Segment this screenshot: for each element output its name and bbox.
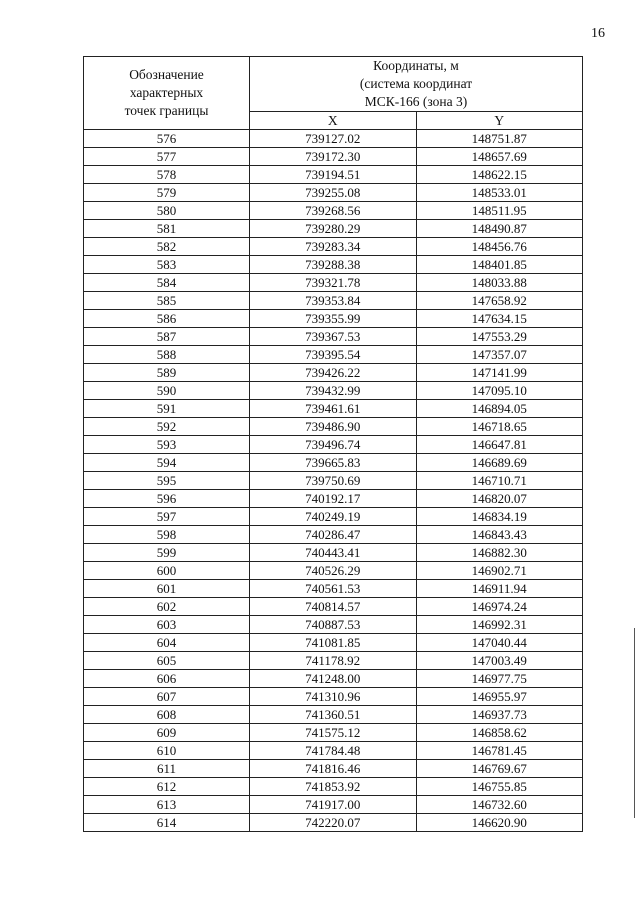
table-row	[84, 454, 583, 472]
cell-point-id: 585	[84, 292, 250, 310]
cell-y: 148456.76	[416, 238, 583, 256]
cell-point-id: 599	[84, 544, 250, 562]
cell-y: 146955.97	[416, 688, 583, 706]
table-row	[84, 760, 583, 778]
cell-point-id: 577	[84, 148, 250, 166]
table-row	[84, 580, 583, 598]
cell-point-id: 579	[84, 184, 250, 202]
table-row	[84, 490, 583, 508]
cell-y: 148533.01	[416, 184, 583, 202]
cell-point-id: 609	[84, 724, 250, 742]
cell-x: 739288.38	[250, 256, 417, 274]
cell-point-id: 576	[84, 130, 250, 148]
table-row	[84, 616, 583, 634]
cell-point-id: 596	[84, 490, 250, 508]
table-row	[84, 292, 583, 310]
cell-y: 148622.15	[416, 166, 583, 184]
cell-x: 741178.92	[250, 652, 417, 670]
cell-x: 740286.47	[250, 526, 417, 544]
cell-y: 146689.69	[416, 454, 583, 472]
cell-point-id: 580	[84, 202, 250, 220]
cell-x: 739283.34	[250, 238, 417, 256]
cell-y: 148490.87	[416, 220, 583, 238]
cell-point-id: 593	[84, 436, 250, 454]
cell-point-id: 595	[84, 472, 250, 490]
cell-x: 739432.99	[250, 382, 417, 400]
table-row	[84, 526, 583, 544]
cell-point-id: 594	[84, 454, 250, 472]
cell-point-id: 589	[84, 364, 250, 382]
table-row	[84, 724, 583, 742]
cell-y: 146977.75	[416, 670, 583, 688]
cell-x: 739268.56	[250, 202, 417, 220]
table-row	[84, 634, 583, 652]
cell-point-id: 603	[84, 616, 250, 634]
table-row	[84, 688, 583, 706]
cell-x: 739321.78	[250, 274, 417, 292]
cell-y: 148657.69	[416, 148, 583, 166]
cell-y: 146894.05	[416, 400, 583, 418]
cell-x: 740192.17	[250, 490, 417, 508]
cell-y: 146781.45	[416, 742, 583, 760]
cell-x: 741784.48	[250, 742, 417, 760]
cell-x: 739750.69	[250, 472, 417, 490]
table-row	[84, 166, 583, 184]
header-coordinates	[250, 57, 583, 112]
cell-x: 740561.53	[250, 580, 417, 598]
table-header	[84, 57, 583, 130]
cell-x: 739665.83	[250, 454, 417, 472]
cell-y: 146992.31	[416, 616, 583, 634]
cell-point-id: 602	[84, 598, 250, 616]
cell-y: 146755.85	[416, 778, 583, 796]
cell-x: 741081.85	[250, 634, 417, 652]
cell-point-id: 614	[84, 814, 250, 832]
cell-y: 147658.92	[416, 292, 583, 310]
table-row	[84, 652, 583, 670]
cell-y: 147003.49	[416, 652, 583, 670]
cell-x: 740249.19	[250, 508, 417, 526]
cell-x: 739426.22	[250, 364, 417, 382]
cell-x: 739367.53	[250, 328, 417, 346]
cell-point-id: 587	[84, 328, 250, 346]
table-row	[84, 364, 583, 382]
header-point-line: Обозначение	[129, 67, 204, 82]
cell-x: 741248.00	[250, 670, 417, 688]
table-row	[84, 544, 583, 562]
table-row	[84, 148, 583, 166]
cell-y: 146820.07	[416, 490, 583, 508]
table-row	[84, 328, 583, 346]
cell-y: 146902.71	[416, 562, 583, 580]
header-coords-line: (система координат	[359, 76, 473, 91]
table-row	[84, 310, 583, 328]
cell-y: 148511.95	[416, 202, 583, 220]
cell-y: 146911.94	[416, 580, 583, 598]
cell-x: 739461.61	[250, 400, 417, 418]
cell-point-id: 601	[84, 580, 250, 598]
cell-point-id: 608	[84, 706, 250, 724]
table-row	[84, 670, 583, 688]
header-point-line: точек границы	[124, 103, 209, 118]
cell-y: 146834.19	[416, 508, 583, 526]
cell-point-id: 581	[84, 220, 250, 238]
cell-point-id: 607	[84, 688, 250, 706]
cell-y: 146769.67	[416, 760, 583, 778]
cell-point-id: 591	[84, 400, 250, 418]
cell-y: 146974.24	[416, 598, 583, 616]
table-row	[84, 436, 583, 454]
table-row	[84, 346, 583, 364]
table-row	[84, 814, 583, 832]
cell-y: 146843.43	[416, 526, 583, 544]
table-row	[84, 382, 583, 400]
cell-y: 147634.15	[416, 310, 583, 328]
table-row	[84, 238, 583, 256]
cell-x: 741360.51	[250, 706, 417, 724]
cell-point-id: 611	[84, 760, 250, 778]
cell-point-id: 597	[84, 508, 250, 526]
cell-point-id: 586	[84, 310, 250, 328]
table-row	[84, 742, 583, 760]
cell-x: 741917.00	[250, 796, 417, 814]
cell-y: 147141.99	[416, 364, 583, 382]
cell-x: 739395.54	[250, 346, 417, 364]
page-number: 16	[591, 26, 605, 41]
cell-y: 147553.29	[416, 328, 583, 346]
table-row	[84, 418, 583, 436]
cell-point-id: 590	[84, 382, 250, 400]
cell-point-id: 578	[84, 166, 250, 184]
table-row	[84, 778, 583, 796]
cell-x: 741816.46	[250, 760, 417, 778]
cell-y: 147095.10	[416, 382, 583, 400]
table-row	[84, 400, 583, 418]
cell-x: 739127.02	[250, 130, 417, 148]
table-row	[84, 184, 583, 202]
cell-y: 148033.88	[416, 274, 583, 292]
cell-point-id: 600	[84, 562, 250, 580]
cell-x: 739194.51	[250, 166, 417, 184]
cell-point-id: 610	[84, 742, 250, 760]
cell-x: 742220.07	[250, 814, 417, 832]
table-row	[84, 562, 583, 580]
cell-x: 739353.84	[250, 292, 417, 310]
cell-x: 740887.53	[250, 616, 417, 634]
table-row	[84, 472, 583, 490]
cell-x: 739280.29	[250, 220, 417, 238]
cell-point-id: 588	[84, 346, 250, 364]
cell-x: 739255.08	[250, 184, 417, 202]
header-row-main	[84, 57, 583, 112]
cell-y: 147357.07	[416, 346, 583, 364]
coordinates-table	[83, 56, 583, 832]
cell-y: 148401.85	[416, 256, 583, 274]
table-body	[84, 130, 583, 832]
cell-point-id: 613	[84, 796, 250, 814]
cell-x: 739486.90	[250, 418, 417, 436]
cell-point-id: 584	[84, 274, 250, 292]
cell-y: 146732.60	[416, 796, 583, 814]
header-point-line: характерных	[129, 85, 204, 100]
table-row	[84, 256, 583, 274]
header-coords-line: Координаты, м	[373, 58, 459, 73]
cell-x: 740526.29	[250, 562, 417, 580]
cell-x: 741575.12	[250, 724, 417, 742]
table-row	[84, 274, 583, 292]
table-row	[84, 202, 583, 220]
cell-x: 740443.41	[250, 544, 417, 562]
cell-x: 739496.74	[250, 436, 417, 454]
cell-point-id: 592	[84, 418, 250, 436]
table-row	[84, 706, 583, 724]
cell-y: 146882.30	[416, 544, 583, 562]
cell-point-id: 606	[84, 670, 250, 688]
header-x: X	[250, 112, 417, 130]
cell-y: 146858.62	[416, 724, 583, 742]
cell-y: 148751.87	[416, 130, 583, 148]
header-y: Y	[416, 112, 583, 130]
header-point-designation	[84, 57, 250, 130]
table-row	[84, 130, 583, 148]
cell-point-id: 583	[84, 256, 250, 274]
cell-point-id: 598	[84, 526, 250, 544]
page-edge-mark	[634, 628, 635, 818]
cell-x: 739355.99	[250, 310, 417, 328]
table-row	[84, 220, 583, 238]
cell-y: 146647.81	[416, 436, 583, 454]
table-row	[84, 508, 583, 526]
cell-y: 146710.71	[416, 472, 583, 490]
cell-x: 740814.57	[250, 598, 417, 616]
cell-point-id: 605	[84, 652, 250, 670]
cell-x: 741310.96	[250, 688, 417, 706]
cell-x: 739172.30	[250, 148, 417, 166]
cell-point-id: 582	[84, 238, 250, 256]
table-row	[84, 598, 583, 616]
cell-y: 146620.90	[416, 814, 583, 832]
cell-y: 147040.44	[416, 634, 583, 652]
header-coords-line: МСК-166 (зона 3)	[364, 94, 468, 109]
table-row	[84, 796, 583, 814]
cell-x: 741853.92	[250, 778, 417, 796]
cell-point-id: 604	[84, 634, 250, 652]
cell-y: 146937.73	[416, 706, 583, 724]
cell-point-id: 612	[84, 778, 250, 796]
cell-y: 146718.65	[416, 418, 583, 436]
